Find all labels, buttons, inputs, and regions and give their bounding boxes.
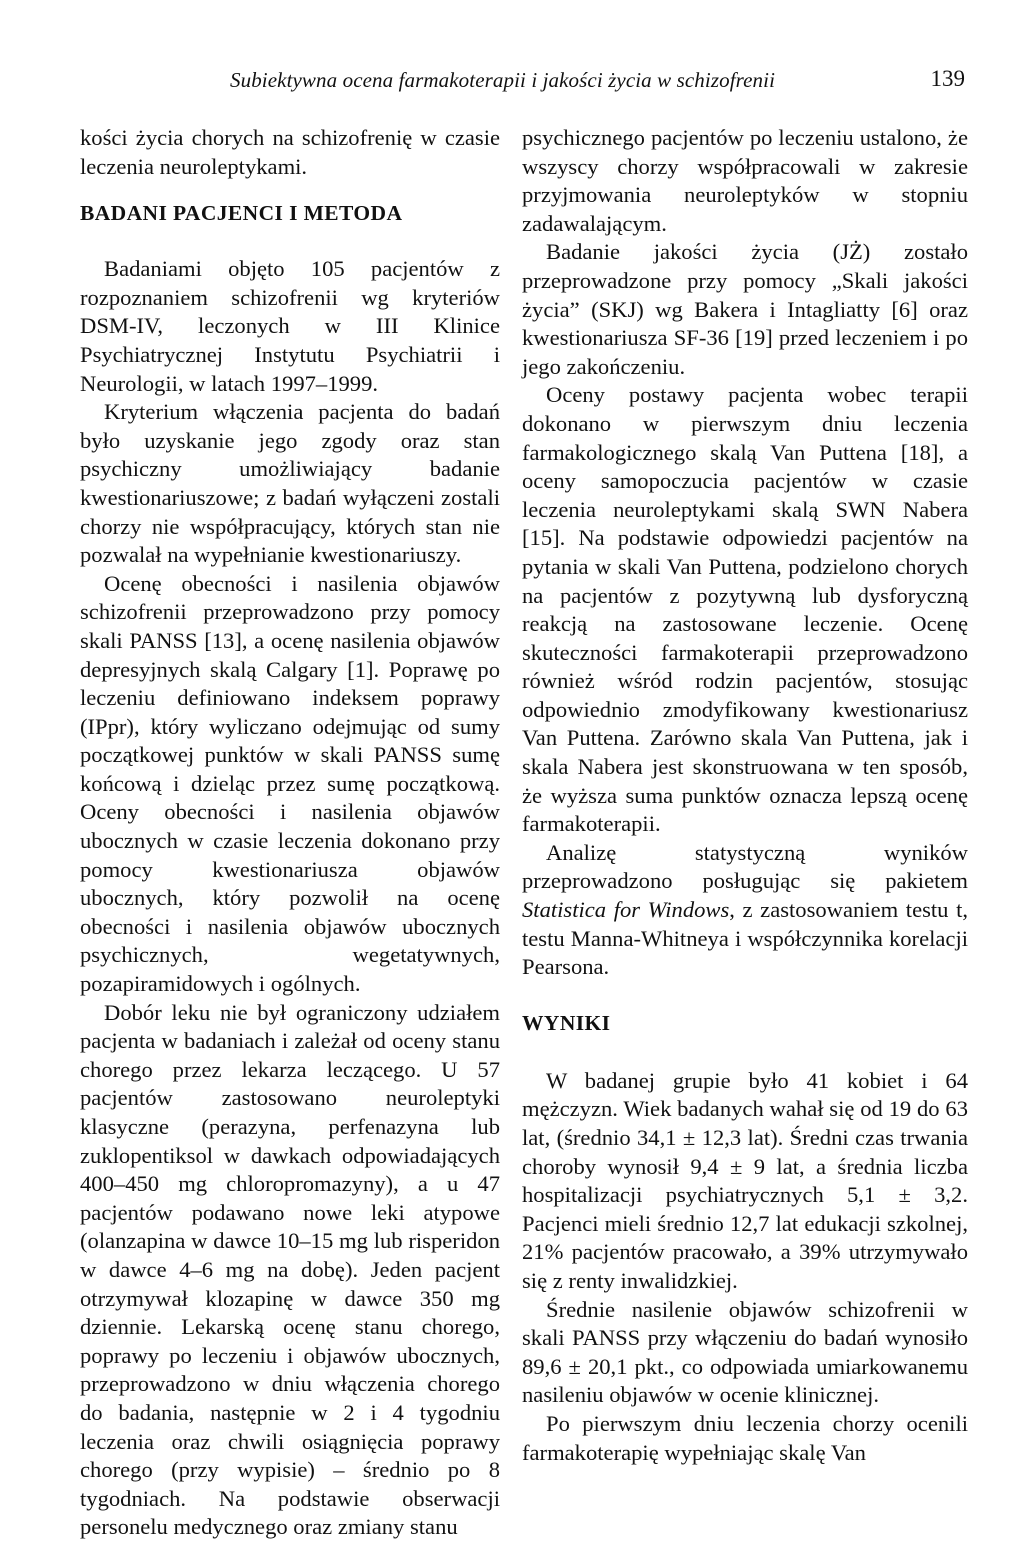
quality-of-life-paragraph: Badanie jakości życia (JŻ) zostało przeprowadzone przy pomocy „Skali jakości życia” (SKJ) wg Bakera i Intagliatty [6] oraz kwestionariusza SF-36 [19] przed leczeniem i po jego zakończeniu. bbox=[522, 239, 968, 379]
methods-paragraph-3: Ocenę obecności i nasilenia objawów schizofrenii przeprowadzono przy pomocy skali PANSS [13], a ocenę nasilenia objawów depresyjnych skalą Calgary [1]. Poprawę po leczeniu definiowano indeksem poprawy (IPpr), który wyliczano odejmując od sumy początkowej punktów w skali PANSS sumę końcową i dzieląc przez sumę początkową. Oceny obecności i nasilenia objawów ubocznych w czasie leczenia dokonano przy pomocy kwestionariusza objawów ubocznych, który pozwolił na ocenę obecności i nasilenia objawów ubocznych psychicznych, wegetatywnych, pozapiramidowych i ogólnych. bbox=[80, 570, 500, 997]
running-header bbox=[230, 60, 965, 100]
results-paragraph-3: Po pierwszym dniu leczenia chorzy ocenili farmakoterapię wypełniając skalę Van bbox=[522, 1410, 968, 1465]
statistics-text-before: Analizę statystyczną wyników przeprowadzono posługując się pakietem bbox=[522, 839, 968, 894]
methods-paragraph-2: Kryterium włączenia pacjenta do badań było uzyskanie jego zgody oraz stan psychiczny umożliwiający badanie kwestionariuszowe; z badań wyłączeni zostali chorzy nie współpracujący, których stan nie pozwalał na wypełnianie kwestionariuszy. bbox=[80, 399, 500, 568]
statistics-software-name: Statistica for Windows bbox=[522, 897, 730, 923]
methods-paragraph-continued: psychicznego pacjentów po leczeniu ustalono, że wszyscy chorzy współpracowali w zakresie przyjmowania neuroleptyków w stopniu zadawalającym. bbox=[522, 125, 968, 236]
statistics-text-after: , z zastosowaniem testu t, testu Manna-Whitneya i współczynnika korelacji Pearsona. bbox=[522, 897, 968, 980]
running-title: Subiektywna ocena farmakoterapii i jakości życia w schizofrenii bbox=[230, 68, 776, 92]
results-paragraph-2: Średnie nasilenie objawów schizofrenii w skali PANSS przy włączeniu do badań wynosiło 89,6 ± 20,1 pkt., co odpowiada umiarkowanemu nasileniu objawów w ocenie klinicznej. bbox=[522, 1296, 968, 1408]
assessment-paragraph: Oceny postawy pacjenta wobec terapii dokonano w pierwszym dniu leczenia farmakologicznego skalą Van Puttena [18], a oceny samopoczucia pacjentów w czasie leczenia neuroleptykami skalą SWN Nabera [15]. Na podstawie odpowiedzi pacjentów na pytania w skali Van Puttena, podzielono chorych na pacjentów z pozytywną lub dysforyczną reakcją na zastosowane leczenie. Ocenę skuteczności farmakoterapii przeprowadzono również wśród rodzin pacjentów, stosując odpowiednio zmodyfikowany kwestionariusz Van Puttena. Zarówno skala Van Puttena, jak i skala Nabera jest skonstruowana w ten sposób, że wyższa suma punktów oznacza lepszą ocenę farmakoterapii. bbox=[522, 382, 968, 837]
intro-fragment: kości życia chorych na schizofrenię w czasie leczenia neuroleptykami. bbox=[80, 125, 500, 179]
section-heading-results: WYNIKI bbox=[522, 1010, 611, 1035]
results-paragraph-1: W badanej grupie było 41 kobiet i 64 mężczyzn. Wiek badanych wahał się od 19 do 63 lat, (średnio 34,1 ± 12,3 lat). Średni czas trwania choroby wynosił 9,4 ± 9 lat, a średnia liczba hospitalizacji psychiatrycznych 5,1 ± 3,2. Pacjenci mieli średnio 12,7 lat edukacji szkolnej, 21% pacjentów pracowało, a 39% utrzymywało się z renty inwalidzkiej. bbox=[522, 1067, 968, 1293]
methods-paragraph-1: Badaniami objęto 105 pacjentów z rozpoznaniem schizofrenii wg kryteriów DSM-IV, leczonych w III Klinice Psychiatrycznej Instytutu Psychiatrii i Neurologii, w latach 1997–1999. bbox=[80, 256, 500, 396]
section-heading-methods: BADANI PACJENCI I METODA bbox=[80, 201, 403, 226]
methods-paragraph-4: Dobór leku nie był ograniczony udziałem pacjenta w badaniach i zależał od oceny stanu chorego przez lekarza leczącego. U 57 pacjentów zastosowano neuroleptyki klasyczne (perazyna, perfenazyna lub zuklopentiksol w dawkach odpowiadających 400–450 mg chloropromazyny), a u 47 pacjentów podawano nowe leki atypowe (olanzapina w dawce 10–15 mg lub risperidon w dawce 4–6 mg na dobę). Jeden pacjent otrzymywał klozapinę w dawce 350 mg dziennie. Lekarską ocenę stanu chorego, poprawy po leczeniu i objawów ubocznych, przeprowadzono w dniu włączenia chorego do badania, następnie w 2 i 4 tygodniu leczenia oraz chwili osiągnięcia poprawy chorego (przy wypisie) – średnio po 8 tygodniach. Na podstawie obserwacji personelu medycznego oraz zmiany stanu bbox=[80, 999, 500, 1540]
left-column bbox=[80, 124, 500, 1542]
statistics-paragraph bbox=[522, 839, 968, 982]
right-column bbox=[522, 124, 968, 1467]
page-number: 139 bbox=[930, 66, 965, 91]
